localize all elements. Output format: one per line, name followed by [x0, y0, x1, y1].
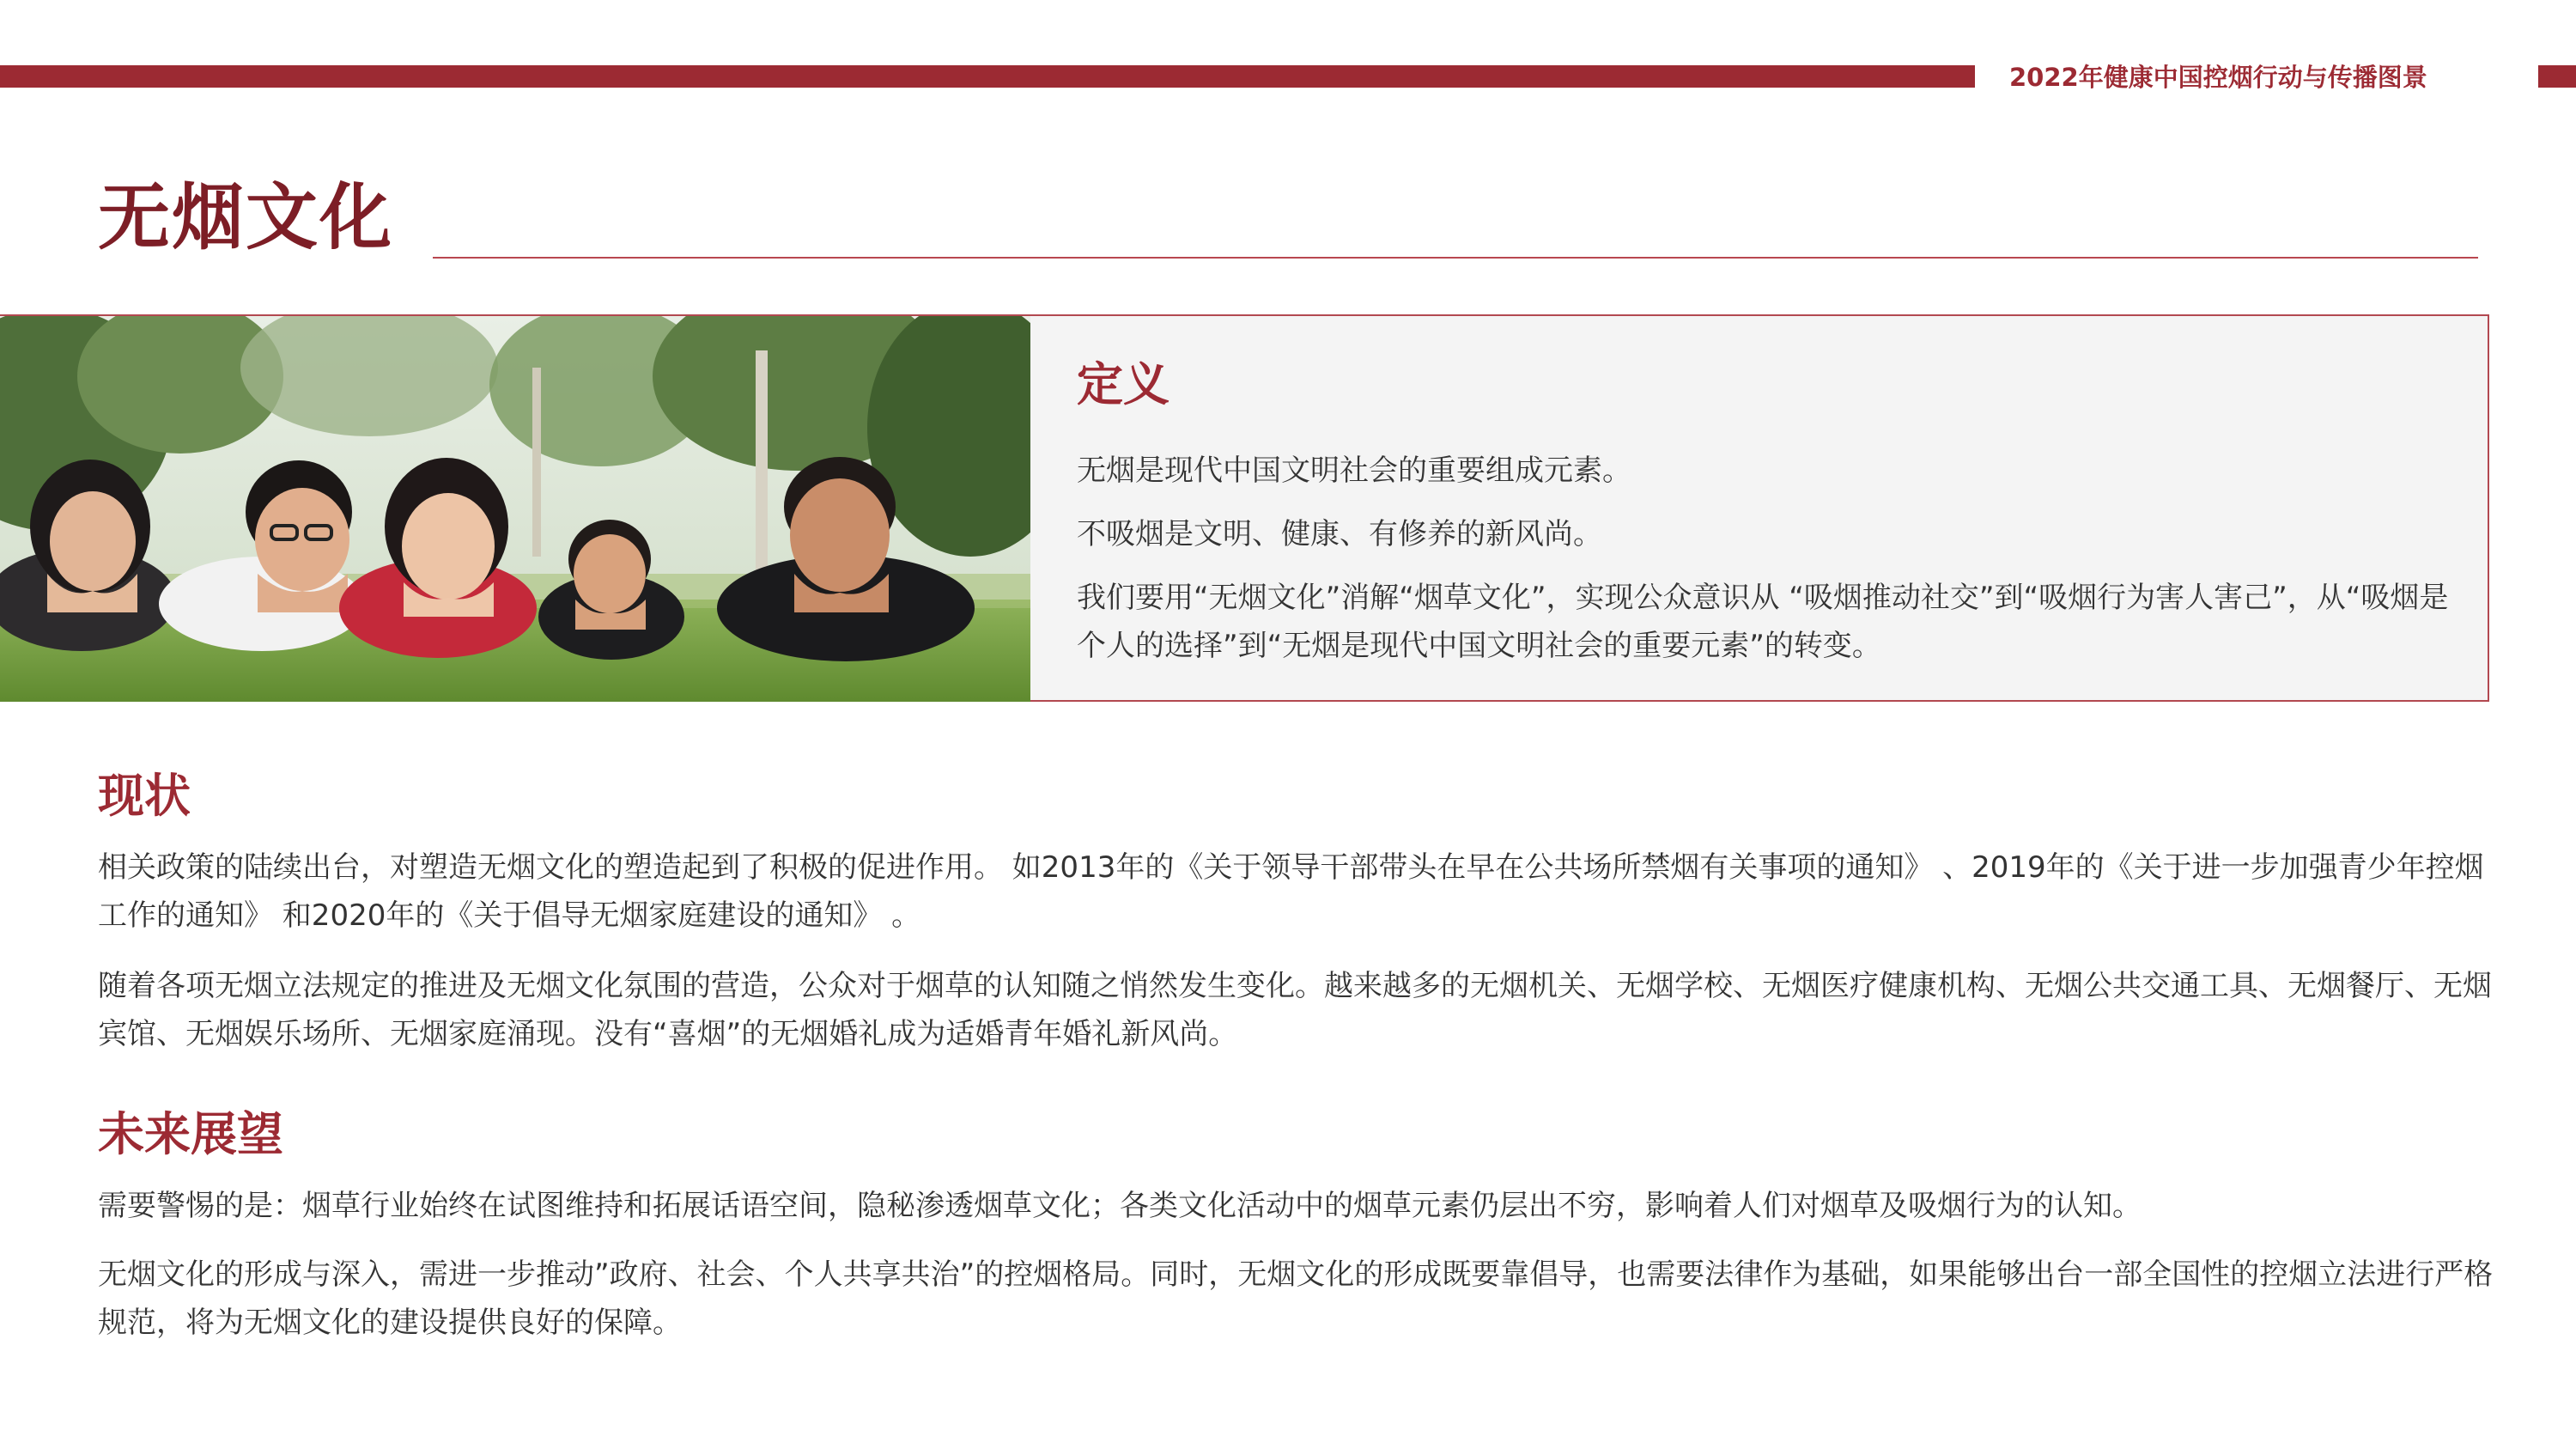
definition-panel: [0, 314, 2489, 702]
header-title: 2022年健康中国控烟行动与传播图景: [2009, 63, 2427, 92]
title-underline: [433, 257, 2478, 259]
definition-paragraph: 不吸烟是文明、健康、有修养的新风尚。: [1077, 517, 1602, 551]
future-heading: 未来展望: [98, 1107, 283, 1161]
header-rule-left: [0, 65, 1975, 88]
future-paragraph: 需要警惕的是：烟草行业始终在试图维持和拓展话语空间，隐秘渗透烟草文化；各类文化活动中的烟草元素仍层出不穷，影响着人们对烟草及吸烟行为的认知。: [98, 1189, 2142, 1223]
header-rule-right: [2538, 65, 2576, 88]
definition-heading: 定义: [1077, 357, 1170, 411]
future-paragraph: 无烟文化的形成与深入，需进一步推动”政府、社会、个人共享共治”的控烟格局。同时，无烟文化的形成既要靠倡导，也需要法律作为基础，如果能够出台一部全国性的控烟立法进行严格规范，将为无烟文化的建设提供良好的保障。: [98, 1257, 2494, 1340]
status-heading: 现状: [98, 769, 191, 823]
definition-paragraph: 我们要用“无烟文化”消解“烟草文化”，实现公众意识从 “吸烟推动社交”到“吸烟行为害人害己”，从“吸烟是个人的选择”到“无烟是现代中国文明社会的重要元素”的转变。: [1077, 581, 2449, 663]
page-title: 无烟文化: [98, 175, 394, 259]
family-photo: [0, 316, 1030, 702]
status-paragraph: 相关政策的陆续出台，对塑造无烟文化的塑造起到了积极的促进作用。 如2013年的《关于领导干部带头在早在公共场所禁烟有关事项的通知》 、2019年的《关于进一步加强青少年控烟工作的通知》 和2020年的《关于倡导无烟家庭建设的通知》 。: [98, 850, 2484, 933]
definition-paragraph: 无烟是现代中国文明社会的重要组成元素。: [1077, 454, 1631, 488]
status-paragraph: 随着各项无烟立法规定的推进及无烟文化氛围的营造，公众对于烟草的认知随之悄然发生变化。越来越多的无烟机关、无烟学校、无烟医疗健康机构、无烟公共交通工具、无烟餐厅、无烟宾馆、无烟娱乐场所、无烟家庭涌现。没有“喜烟”的无烟婚礼成为适婚青年婚礼新风尚。: [98, 969, 2492, 1051]
